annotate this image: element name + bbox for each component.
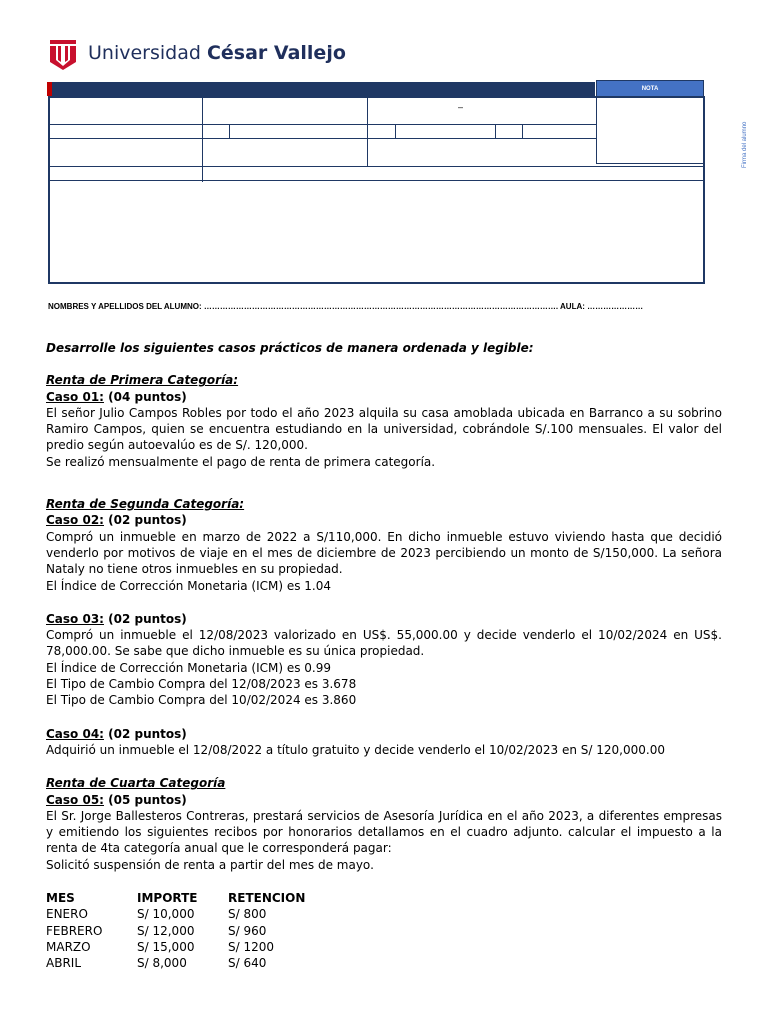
instructions: Desarrolle los siguientes casos prácticos de manera ordenada y legible: [46, 341, 534, 355]
table-cell: S/ 800 [228, 907, 267, 922]
table-cell: S/ 12,000 [137, 923, 195, 938]
column-header: IMPORTE [137, 891, 198, 906]
case-03-text: El Tipo de Cambio Compra del 12/08/2023 es 3.678 [46, 677, 357, 692]
case-02-text: Compró un inmueble en marzo de 2022 a S/110,000. En dicho inmueble estuvo viviendo hasta que decidió venderlo por motivos de viaje en el mes de diciembre de 2023 percibiendo un monto de S/150,000. La señora Nataly no tiene otros inmuebles en su propiedad. [46, 529, 722, 577]
case-01-text: Se realizó mensualmente el pago de renta de primera categoría. [46, 454, 436, 469]
case-03-text: Compró un inmueble el 12/08/2023 valorizado en US$. 55,000.00 y decide venderlo el 10/02/2024 en US$. 78,000.00. Se sabe que dicho inmueble es su única propiedad. [46, 628, 722, 659]
header-form-grid [48, 96, 705, 284]
case-04-title: Caso 04: (02 puntos) [46, 726, 187, 741]
table-cell: S/ 960 [228, 923, 267, 938]
table-row [46, 906, 328, 922]
student-name-line: NOMBRES Y APELLIDOS DEL ALUMNO: ……………………………………………………………………………………………………………………. AULA: ………………… [48, 302, 644, 311]
section-first-category: Renta de Primera Categoría: [46, 373, 239, 388]
university-logo [48, 36, 346, 70]
case-05-title: Caso 05: (05 puntos) [46, 792, 187, 807]
table-cell: S/ 10,000 [137, 907, 195, 922]
section-fourth-category: Renta de Cuarta Categoría [46, 776, 226, 791]
case-01-title: Caso 01: (04 puntos) [46, 389, 187, 404]
case-02-title: Caso 02: (02 puntos) [46, 513, 187, 528]
case-03-title: Caso 03: (02 puntos) [46, 611, 187, 626]
case-05-text: El Sr. Jorge Ballesteros Contreras, prestará servicios de Asesoría Jurídica en el año 2023, a diferentes empresas y emitiendo los siguientes recibos por honorarios detallamos en el cuadro adjunto. calcular el impuesto a la renta de 4ta categoría anual que le corresponderá pagar: [46, 808, 722, 856]
table-row [46, 955, 328, 971]
table-cell: ENERO [46, 907, 88, 922]
case-03-text: El Tipo de Cambio Compra del 10/02/2024 es 3.860 [46, 693, 357, 708]
case-04-text: Adquirió un inmueble el 12/08/2022 a título gratuito y decide venderlo el 10/02/2023 en S/ 120,000.00 [46, 742, 665, 757]
grid-dash: – [458, 102, 464, 112]
section-second-category: Renta de Segunda Categoría: [46, 497, 245, 512]
table-cell: S/ 640 [228, 956, 267, 971]
table-cell: S/ 15,000 [137, 939, 195, 954]
column-header: RETENCION [228, 891, 306, 906]
fees-table [46, 890, 328, 971]
case-03-text: El Índice de Corrección Monetaria (ICM) es 0.99 [46, 660, 332, 675]
case-01-text: El señor Julio Campos Robles por todo el año 2023 alquila su casa amoblada ubicada en Barranco a su sobrino Ramiro Campos, quien se encuentra estudiando en la universidad, cobrándole S/.100 mensuales. El valor del predio según autoevalúo es de S/. 120,000. [46, 405, 722, 453]
document-body [46, 340, 722, 972]
grade-label: NOTA [597, 81, 703, 97]
column-header: MES [46, 891, 75, 906]
table-row [46, 939, 328, 955]
university-shield-icon [48, 36, 78, 70]
table-row [46, 923, 328, 939]
header-bar [47, 82, 595, 96]
table-header-row [46, 890, 328, 906]
signature-area: Firma del alumno [742, 121, 748, 168]
case-05-text: Solicitó suspensión de renta a partir del mes de mayo. [46, 857, 374, 872]
table-cell: ABRIL [46, 956, 82, 971]
table-cell: FEBRERO [46, 923, 103, 938]
table-cell: S/ 8,000 [137, 956, 187, 971]
table-cell: S/ 1200 [228, 939, 275, 954]
case-02-text: El Índice de Corrección Monetaria (ICM) es 1.04 [46, 578, 332, 593]
table-cell: MARZO [46, 939, 91, 954]
university-name: Universidad César Vallejo [88, 42, 346, 64]
